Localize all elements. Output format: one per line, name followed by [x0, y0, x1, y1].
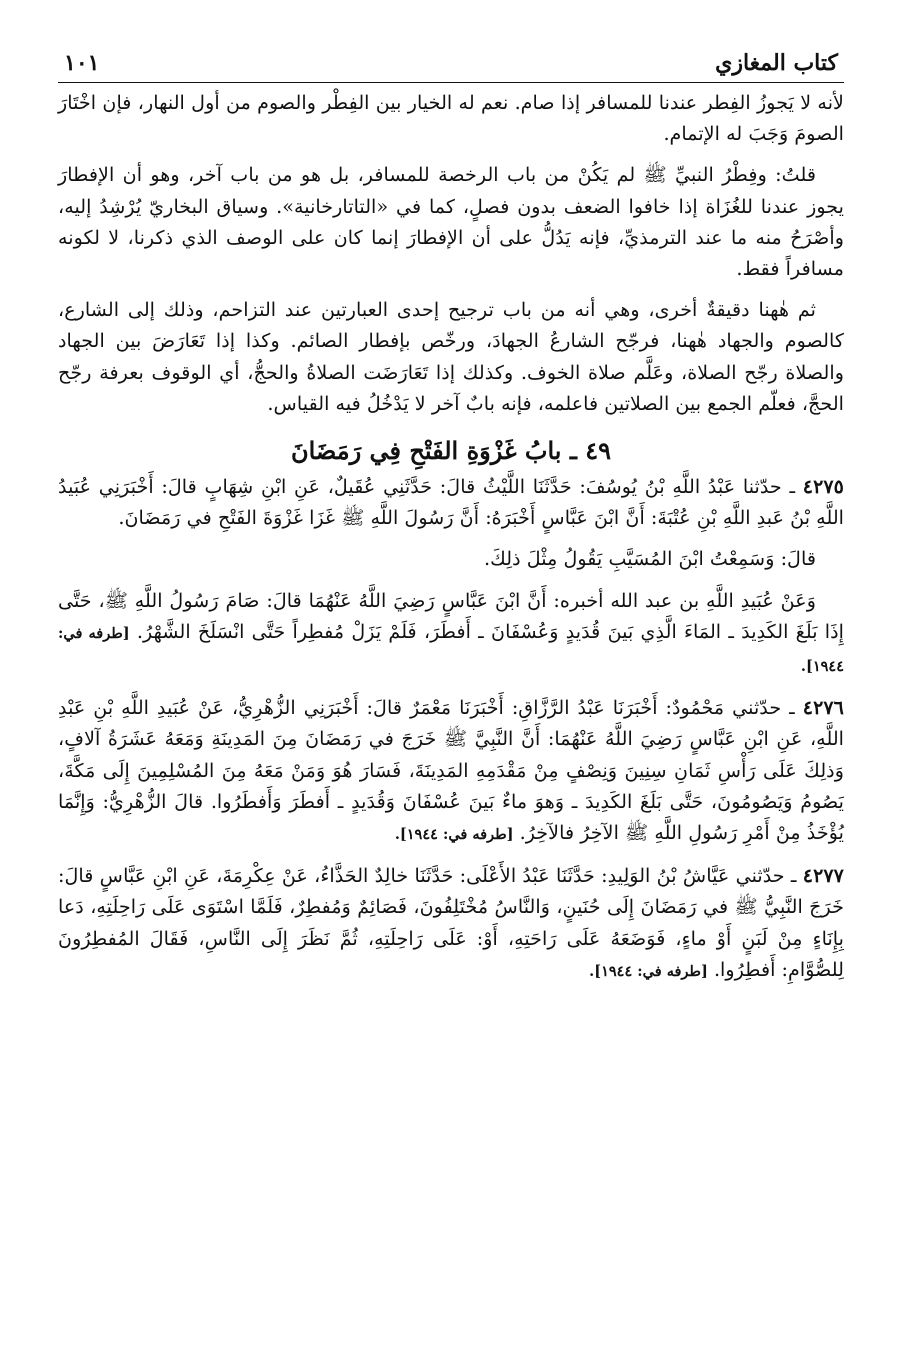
- hadith-entry: [58, 471, 844, 682]
- cross-reference: [طرفه في: ١٩٤٤].: [58, 624, 844, 676]
- hadith-entry: [58, 860, 844, 987]
- running-header: [58, 50, 844, 83]
- cross-reference: [طرفه في: ١٩٤٤].: [589, 962, 708, 980]
- cross-reference: [طرفه في: ١٩٤٤].: [394, 826, 514, 844]
- commentary-section: [58, 87, 844, 419]
- commentary-paragraph: ثم هٰهنا دقيقةٌ أخرى، وهي أنه من باب ترجيح إحدى العبارتين عند التزاحم، وذلك إلى الشارع، كالصوم والجهاد هٰهنا، فرجّح الشارعُ الجهادَ، ورخّص بإفطار الصائم. وكذا إذا تَعَارَضَ بين الجهاد والصلاة رجّح الصلاة، وعَلَّم صلاة الخوف. وكذلك إذا تَعَارَضَت الصلاةُ والحجُّ، أي الوقوف بعرفة رجّح الحجَّ، فعلّم الجمع بين الصلاتين فاعلمه، فإنه بابٌ آخر لا يَدْخُلُ فيه القياس.: [58, 298, 844, 415]
- hadith-extra: قالَ: وَسَمِعْتُ ابْنَ المُسَيَّبِ يَقُولُ مِثْلَ ذلِكَ.: [483, 547, 816, 571]
- page-number: ١٠١: [64, 50, 100, 76]
- chapter-heading: ٤٩ ـ بابُ غَزْوَةِ الفَتْحِ فِي رَمَضَانَ: [290, 436, 611, 466]
- hadith-text: ـ حدّثني عَيَّاشُ بْنُ الوَلِيدِ: حَدَّثَنَا عَبْدُ الأَعْلَى: حَدَّثَنَا خالِدٌ الحَذَّاءُ، عَنْ عِكْرِمَةَ، عَنِ ابْنِ عَبَّاسٍ قالَ: خَرَجَ النَّبِيُّ ﷺ في رَمَضَانَ إِلَى حُنَينٍ، وَالنَّاسُ مُخْتَلِفُونَ، فَصَائِمٌ وَمُفطِرٌ، فَلَمَّا اسْتَوَى عَلَى رَاحِلَتِهِ، دَعا بِإِنَاءٍ مِنْ لَبَنٍ أَوْ ماءٍ، فَوَضَعَهُ عَلَى رَاحَتِهِ، أَوْ: عَلَى رَاحِلَتِهِ، ثُمَّ نَظَرَ إِلَى النَّاسِ، فَقَالَ المُفطِرُونَ لِلصُّوَّامِ: أَفطِرُوا.: [58, 864, 844, 981]
- hadith-number: ٤٢٧٦: [802, 696, 844, 720]
- commentary-paragraph: قلتُ: وفِطْرُ النبيِّ ﷺ لم يَكُنْ من باب الرخصة للمسافر، بل هو من باب آخر، وهو أن الإفطارَ يجوز عندنا للغُزَاة إذا خافوا الضعف بدون فصلٍ، كما في «التاتارخانية». وسياق البخاريّ يُرْشِدُ إليه، وأصْرَحُ منه ما عند الترمذيِّ، فإنه يَدُلُّ على أن الإفطارَ إنما كان على الوصف الذي ذكرنا، لا لكونه مسافراً فقط.: [58, 163, 844, 281]
- hadith-text: ـ حدّثني مَحْمُودٌ: أَخْبَرَنَا عَبْدُ الرَّزَّاقِ: أَخْبَرَنَا مَعْمَرٌ قالَ: أَخْبَرَنِي الزُّهْرِيُّ، عَنْ عُبَيدِ اللَّهِ بْنِ عَبْدِ اللَّهِ، عَنِ ابْنِ عَبَّاسٍ رَضِيَ اللَّهُ عَنْهُمَا: أَنَّ النَّبِيَّ ﷺ خَرَجَ في رَمَضَانَ مِنَ المَدِينَةِ وَمَعَهُ عَشَرَةُ آلافٍ، وَذلِكَ عَلَى رَأْسِ ثَمَانِ سِنِينَ وَنِصْفٍ مِنْ مَقْدَمِهِ المَدِينَةَ، فَسَارَ هُوَ وَمَنْ مَعَهُ مِنَ المُسْلِمِينَ إِلَى مَكَّةَ، يَصُومُ وَيَصُومُونَ، حَتَّى بَلَغَ الكَدِيدَ ـ وَهوَ ماءٌ بَينَ عُسْفَانَ وَقُدَيدٍ ـ أَفطَرَ وَأَفطَرُوا. قالَ الزُّهْرِيُّ: وَإِنَّمَا يُؤْخَذُ مِنْ أَمْرِ رَسُولِ اللَّهِ ﷺ الآخِرُ فالآخِرُ.: [58, 696, 844, 845]
- hadith-number: ٤٢٧٥: [802, 475, 844, 499]
- commentary-paragraph: لأنه لا يَجوزُ الفِطر عندنا للمسافر إذا صام. نعم له الخيار بين الفِطْر والصوم من أول النهار، فإن اخْتَارَ الصومَ وَجَبَ له الإتمام.: [58, 91, 844, 146]
- hadith-text: ـ حدّثنا عَبْدُ اللَّهِ بْنُ يُوسُفَ: حَدَّثَنَا اللَّيْثُ قالَ: حَدَّثَنِي عُقَيلٌ، عَنِ ابْنِ شِهَابٍ قالَ: أَخْبَرَنِي عُبَيدُ اللَّهِ بْنُ عَبدِ اللَّهِ بْنِ عُتْبَةَ: أَنَّ ابْنَ عَبَّاسٍ أَخْبَرَهُ: أَنَّ رَسُولَ اللَّهِ ﷺ غَزَا غَزْوَةَ الفَتْحِ في رَمَضَانَ.: [58, 475, 844, 530]
- book-title: كتاب المغازي: [715, 50, 838, 76]
- hadith-entry: [58, 692, 844, 850]
- hadith-extra: وَعَنْ عُبَيدِ اللَّهِ بن عبد الله أخبره: أَنَّ ابْنَ عَبَّاسٍ رَضِيَ اللَّهُ عَنْهُمَا قالَ: صَامَ رَسُولُ اللَّهِ ﷺ، حَتَّى إِذَا بَلَغَ الكَدِيدَ ـ المَاءَ الَّذِي بَينَ قُدَيدٍ وَعُسْفَانَ ـ أَفطَرَ، فَلَمْ يَزَلْ مُفطِراً حَتَّى انْسَلَخَ الشَّهْرُ.: [58, 588, 844, 643]
- hadith-number: ٤٢٧٧: [802, 864, 844, 888]
- page-body: [58, 87, 844, 987]
